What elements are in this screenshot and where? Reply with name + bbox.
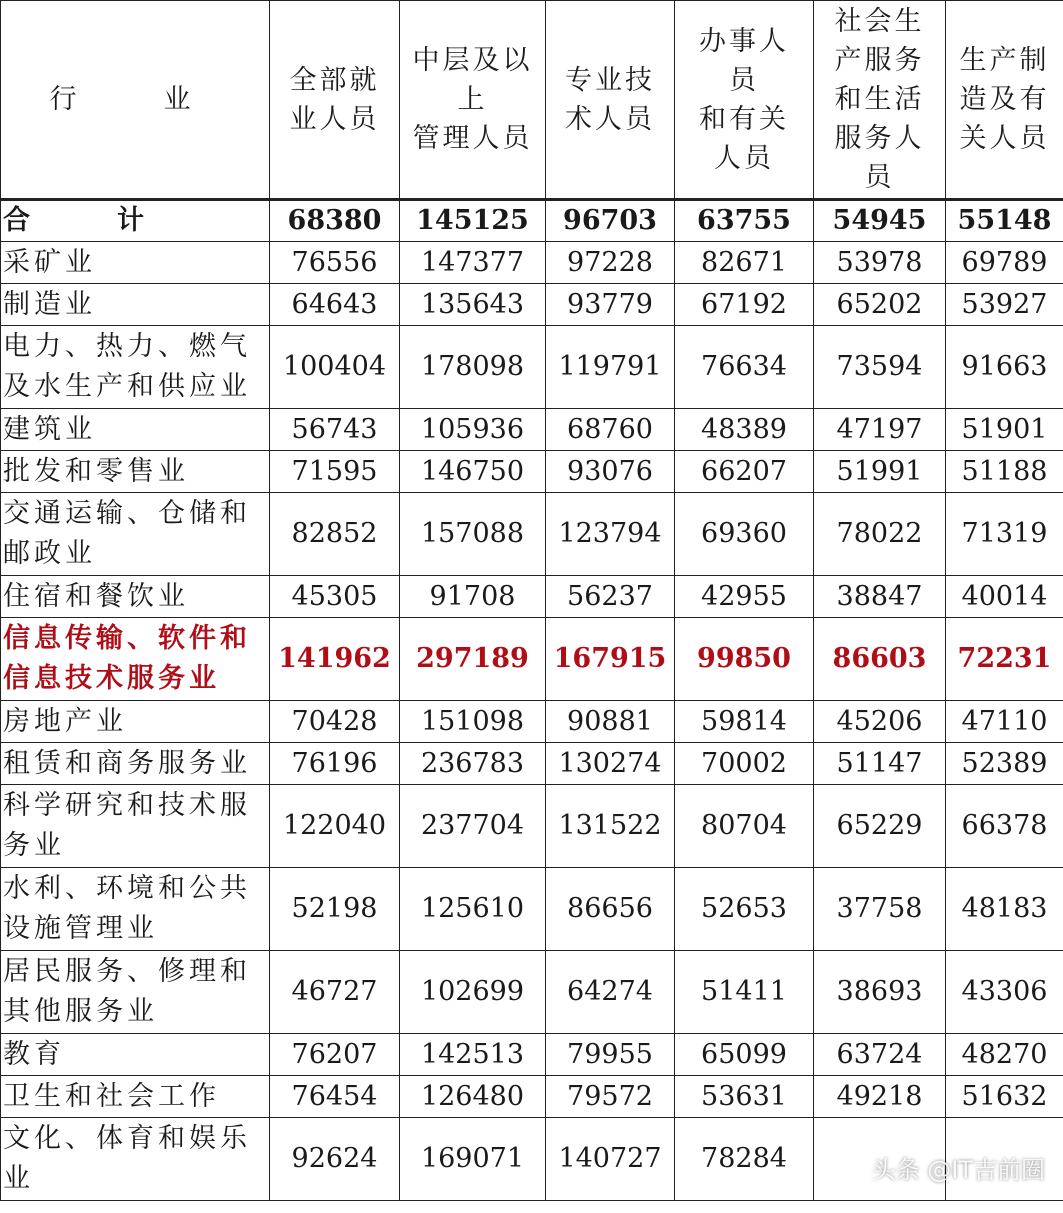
value-cell: 43306 — [946, 951, 1063, 1034]
value-cell: 80704 — [675, 785, 814, 868]
value-cell: 45305 — [270, 576, 400, 618]
value-cell: 99850 — [675, 618, 814, 701]
value-cell: 65202 — [814, 284, 946, 326]
value-cell: 49218 — [814, 1076, 946, 1118]
value-cell: 90881 — [546, 701, 675, 743]
value-cell: 135643 — [400, 284, 546, 326]
value-cell: 52389 — [946, 743, 1063, 785]
header-service-workers: 社会生 产服务 和生活 服务人 员 — [814, 1, 946, 200]
value-cell: 147377 — [400, 242, 546, 284]
watermark: 头条 @IT吉前圈 — [871, 1156, 1045, 1184]
value-cell: 82671 — [675, 242, 814, 284]
value-cell: 141962 — [270, 618, 400, 701]
table-row — [1, 326, 1063, 409]
value-cell: 56237 — [546, 576, 675, 618]
value-cell: 53631 — [675, 1076, 814, 1118]
value-cell: 297189 — [400, 618, 546, 701]
value-cell: 48389 — [675, 409, 814, 451]
value-cell: 126480 — [400, 1076, 546, 1118]
header-clerical: 办事人 员 和有关 人员 — [675, 1, 814, 200]
value-cell — [814, 1118, 946, 1201]
value-cell: 59814 — [675, 701, 814, 743]
value-cell: 142513 — [400, 1034, 546, 1076]
value-cell: 76196 — [270, 743, 400, 785]
value-cell: 92624 — [270, 1118, 400, 1201]
value-cell: 71595 — [270, 451, 400, 493]
value-cell: 122040 — [270, 785, 400, 868]
value-cell: 140727 — [546, 1118, 675, 1201]
table-row — [1, 868, 1063, 951]
value-cell: 51632 — [946, 1076, 1063, 1118]
table-row — [1, 451, 1063, 493]
value-cell: 151098 — [400, 701, 546, 743]
header-row — [1, 1, 1063, 200]
value-cell: 46727 — [270, 951, 400, 1034]
table-row — [1, 284, 1063, 326]
table-row-highlighted — [1, 618, 1063, 701]
table-row — [1, 242, 1063, 284]
value-cell: 45206 — [814, 701, 946, 743]
value-cell: 145125 — [400, 200, 546, 242]
header-professionals: 专业技 术人员 — [546, 1, 675, 200]
value-cell: 169071 — [400, 1118, 546, 1201]
value-cell: 79572 — [546, 1076, 675, 1118]
header-industry: 行 业 — [1, 1, 270, 200]
value-cell: 236783 — [400, 743, 546, 785]
value-cell: 76556 — [270, 242, 400, 284]
value-cell: 131522 — [546, 785, 675, 868]
header-all-employees: 全部就 业人员 — [270, 1, 400, 200]
value-cell: 125610 — [400, 868, 546, 951]
value-cell: 237704 — [400, 785, 546, 868]
industry-name: 采矿业 — [1, 242, 270, 284]
industry-name: 文化、体育和娱乐 业 — [1, 1118, 270, 1201]
value-cell: 123794 — [546, 493, 675, 576]
table-row — [1, 743, 1063, 785]
table-row-total — [1, 200, 1063, 242]
value-cell: 69789 — [946, 242, 1063, 284]
industry-name: 租赁和商务服务业 — [1, 743, 270, 785]
table-row — [1, 1034, 1063, 1076]
value-cell: 53978 — [814, 242, 946, 284]
table-row — [1, 1076, 1063, 1118]
value-cell: 96703 — [546, 200, 675, 242]
value-cell: 69360 — [675, 493, 814, 576]
value-cell: 51411 — [675, 951, 814, 1034]
value-cell: 67192 — [675, 284, 814, 326]
value-cell: 54945 — [814, 200, 946, 242]
value-cell: 97228 — [546, 242, 675, 284]
value-cell: 119791 — [546, 326, 675, 409]
value-cell: 52653 — [675, 868, 814, 951]
value-cell: 146750 — [400, 451, 546, 493]
industry-name: 建筑业 — [1, 409, 270, 451]
industry-name: 居民服务、修理和 其他服务业 — [1, 951, 270, 1034]
industry-name: 卫生和社会工作 — [1, 1076, 270, 1118]
value-cell: 79955 — [546, 1034, 675, 1076]
value-cell: 68760 — [546, 409, 675, 451]
value-cell: 63724 — [814, 1034, 946, 1076]
value-cell: 76207 — [270, 1034, 400, 1076]
value-cell: 65229 — [814, 785, 946, 868]
industry-name: 科学研究和技术服 务业 — [1, 785, 270, 868]
industry-name: 批发和零售业 — [1, 451, 270, 493]
value-cell: 100404 — [270, 326, 400, 409]
industry-name: 交通运输、仓储和 邮政业 — [1, 493, 270, 576]
value-cell: 38693 — [814, 951, 946, 1034]
header-production-workers: 生产制 造及有 关人员 — [946, 1, 1063, 200]
value-cell: 53927 — [946, 284, 1063, 326]
table-row — [1, 409, 1063, 451]
value-cell: 66378 — [946, 785, 1063, 868]
value-cell: 48270 — [946, 1034, 1063, 1076]
value-cell: 70002 — [675, 743, 814, 785]
value-cell: 51188 — [946, 451, 1063, 493]
value-cell: 55148 — [946, 200, 1063, 242]
value-cell: 42955 — [675, 576, 814, 618]
industry-name: 教育 — [1, 1034, 270, 1076]
value-cell: 157088 — [400, 493, 546, 576]
value-cell: 73594 — [814, 326, 946, 409]
value-cell: 91663 — [946, 326, 1063, 409]
value-cell: 76634 — [675, 326, 814, 409]
value-cell: 37758 — [814, 868, 946, 951]
value-cell: 71319 — [946, 493, 1063, 576]
value-cell: 68380 — [270, 200, 400, 242]
value-cell: 38847 — [814, 576, 946, 618]
industry-name: 水利、环境和公共 设施管理业 — [1, 868, 270, 951]
value-cell: 86603 — [814, 618, 946, 701]
industry-name: 住宿和餐饮业 — [1, 576, 270, 618]
industry-name: 制造业 — [1, 284, 270, 326]
value-cell: 86656 — [546, 868, 675, 951]
value-cell: 91708 — [400, 576, 546, 618]
value-cell: 65099 — [675, 1034, 814, 1076]
table-row — [1, 951, 1063, 1034]
value-cell: 64643 — [270, 284, 400, 326]
table-row — [1, 701, 1063, 743]
value-cell: 78022 — [814, 493, 946, 576]
table-row — [1, 1118, 1063, 1201]
value-cell: 82852 — [270, 493, 400, 576]
industry-name: 合 计 — [1, 200, 270, 242]
value-cell: 40014 — [946, 576, 1063, 618]
value-cell: 51991 — [814, 451, 946, 493]
value-cell: 70428 — [270, 701, 400, 743]
industry-name: 电力、热力、燃气 及水生产和供应业 — [1, 326, 270, 409]
value-cell: 178098 — [400, 326, 546, 409]
value-cell: 48183 — [946, 868, 1063, 951]
value-cell: 167915 — [546, 618, 675, 701]
header-managers: 中层及以 上 管理人员 — [400, 1, 546, 200]
industry-name: 信息传输、软件和 信息技术服务业 — [1, 618, 270, 701]
value-cell: 105936 — [400, 409, 546, 451]
value-cell: 51147 — [814, 743, 946, 785]
value-cell: 56743 — [270, 409, 400, 451]
value-cell: 64274 — [546, 951, 675, 1034]
industry-name: 房地产业 — [1, 701, 270, 743]
value-cell: 130274 — [546, 743, 675, 785]
value-cell: 47110 — [946, 701, 1063, 743]
value-cell: 51901 — [946, 409, 1063, 451]
value-cell: 47197 — [814, 409, 946, 451]
value-cell: 52198 — [270, 868, 400, 951]
value-cell: 66207 — [675, 451, 814, 493]
value-cell: 72231 — [946, 618, 1063, 701]
value-cell — [946, 1118, 1063, 1201]
value-cell: 76454 — [270, 1076, 400, 1118]
table-row — [1, 493, 1063, 576]
value-cell: 78284 — [675, 1118, 814, 1201]
value-cell: 93779 — [546, 284, 675, 326]
table-row — [1, 576, 1063, 618]
table-row — [1, 785, 1063, 868]
value-cell: 93076 — [546, 451, 675, 493]
value-cell: 63755 — [675, 200, 814, 242]
value-cell: 102699 — [400, 951, 546, 1034]
